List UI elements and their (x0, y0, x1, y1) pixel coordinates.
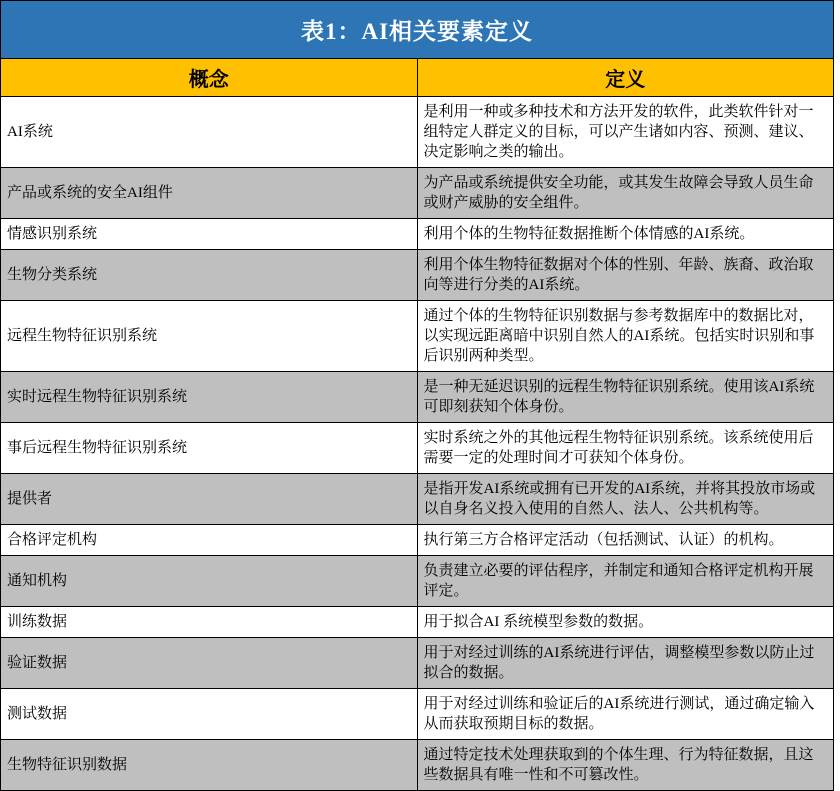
definition-cell: 利用个体的生物特征数据推断个体情感的AI系统。 (417, 219, 834, 250)
definition-cell: 用于对经过训练的AI系统进行评估，调整模型参数以防止过拟合的数据。 (417, 638, 834, 689)
definition-cell: 用于对经过训练和验证后的AI系统进行测试，通过确定输入从而获取预期目标的数据。 (417, 689, 834, 740)
table-row (1, 97, 834, 168)
concept-cell: 生物特征识别数据 (1, 740, 418, 791)
definition-cell: 负责建立必要的评估程序，并制定和通知合格评定机构开展评定。 (417, 556, 834, 607)
table-row (1, 740, 834, 791)
definition-cell: 为产品或系统提供安全功能，或其发生故障会导致人员生命或财产威胁的安全组件。 (417, 168, 834, 219)
column-header-concept: 概念 (1, 59, 418, 97)
definition-cell: 是一种无延迟识别的远程生物特征识别系统。使用该AI系统可即刻获知个体身份。 (417, 372, 834, 423)
concept-cell: 通知机构 (1, 556, 418, 607)
concept-cell: 合格评定机构 (1, 525, 418, 556)
concept-cell: 实时远程生物特征识别系统 (1, 372, 418, 423)
concept-cell: 事后远程生物特征识别系统 (1, 423, 418, 474)
concept-cell: 训练数据 (1, 607, 418, 638)
definition-cell: 利用个体生物特征数据对个体的性别、年龄、族裔、政治取向等进行分类的AI系统。 (417, 250, 834, 301)
definition-cell: 用于拟合AI 系统模型参数的数据。 (417, 607, 834, 638)
table-row (1, 372, 834, 423)
table-row (1, 607, 834, 638)
definition-cell: 是利用一种或多种技术和方法开发的软件，此类软件针对一组特定人群定义的目标，可以产生诸如内容、预测、建议、决定影响之类的输出。 (417, 97, 834, 168)
table-title: 表1：AI相关要素定义 (1, 1, 834, 59)
definition-cell: 执行第三方合格评定活动（包括测试、认证）的机构。 (417, 525, 834, 556)
concept-cell: 产品或系统的安全AI组件 (1, 168, 418, 219)
table-row (1, 474, 834, 525)
definition-cell: 是指开发AI系统或拥有已开发的AI系统，并将其投放市场或以自身名义投入使用的自然人、法人、公共机构等。 (417, 474, 834, 525)
table-row (1, 301, 834, 372)
concept-cell: 远程生物特征识别系统 (1, 301, 418, 372)
table-row (1, 250, 834, 301)
concept-cell: AI系统 (1, 97, 418, 168)
definition-cell: 通过个体的生物特征识别数据与参考数据库中的数据比对，以实现远距离暗中识别自然人的AI系统。包括实时识别和事后识别两种类型。 (417, 301, 834, 372)
concept-cell: 情感识别系统 (1, 219, 418, 250)
table-row (1, 638, 834, 689)
table-row (1, 423, 834, 474)
table-row (1, 525, 834, 556)
concept-cell: 提供者 (1, 474, 418, 525)
header-row (1, 59, 834, 97)
concept-cell: 测试数据 (1, 689, 418, 740)
column-header-definition: 定义 (417, 59, 834, 97)
concept-cell: 生物分类系统 (1, 250, 418, 301)
title-row (1, 1, 834, 59)
definition-cell: 实时系统之外的其他远程生物特征识别系统。该系统使用后需要一定的处理时间才可获知个体身份。 (417, 423, 834, 474)
table-row (1, 219, 834, 250)
definition-cell: 通过特定技术处理获取到的个体生理、行为特征数据，且这些数据具有唯一性和不可篡改性。 (417, 740, 834, 791)
concept-cell: 验证数据 (1, 638, 418, 689)
table-row (1, 168, 834, 219)
table-row (1, 556, 834, 607)
table-row (1, 689, 834, 740)
